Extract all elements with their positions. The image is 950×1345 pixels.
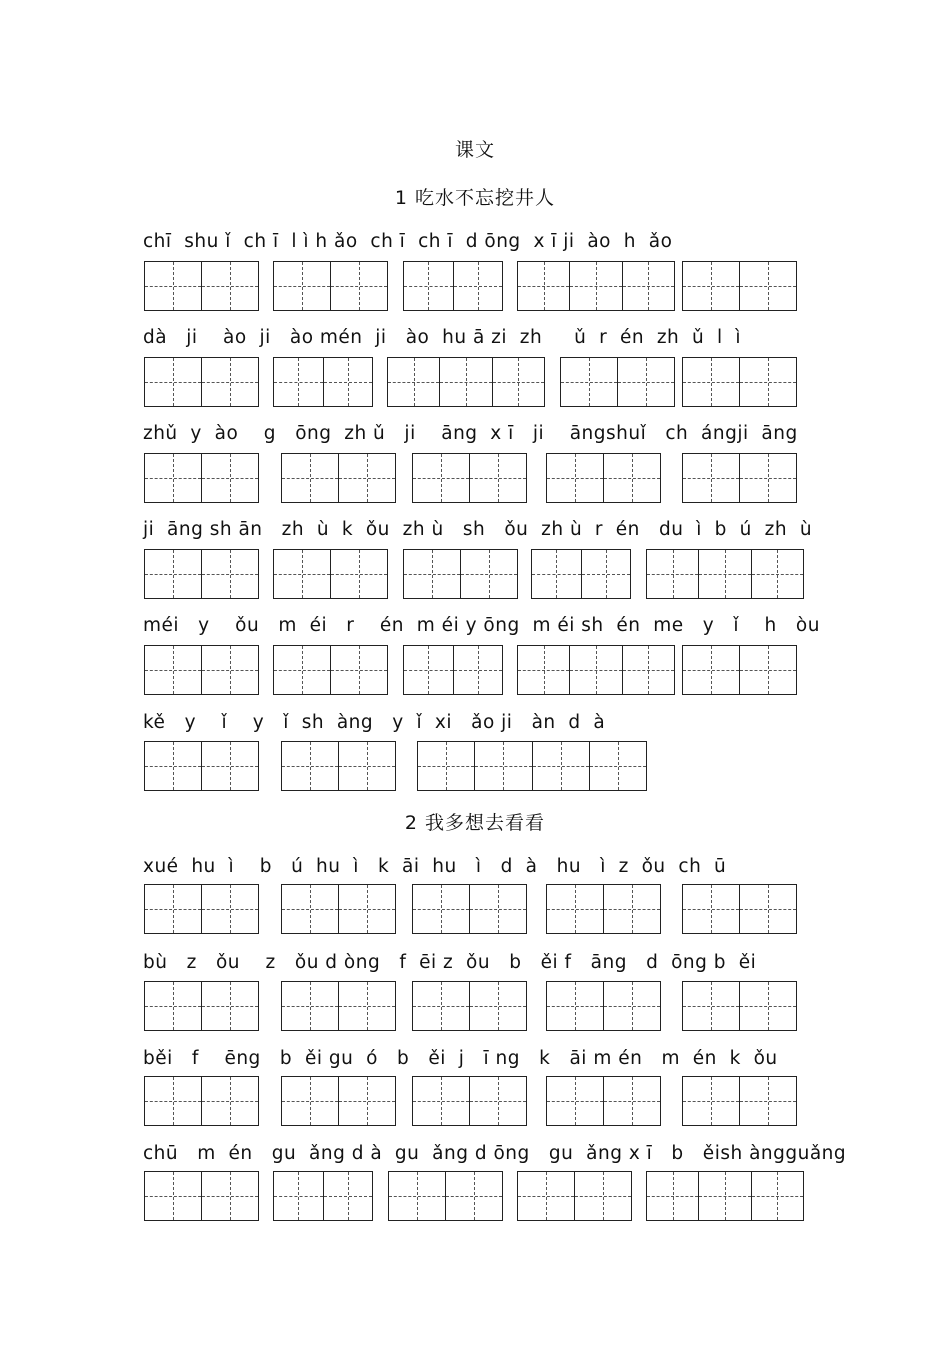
lesson-1-title: 1 吃水不忘挖井人 xyxy=(394,187,556,209)
char-box-row-8 xyxy=(0,981,950,1031)
pinyin-row-6: kě y ǐ y ǐ sh àng y ǐ xi ǎo ji àn d à xyxy=(143,712,606,733)
char-box-group xyxy=(144,1076,259,1126)
char-box-row-1 xyxy=(0,261,950,311)
char-box-group xyxy=(273,357,373,407)
pinyin-row-9: běi f ēng b ěi gu ó b ěi j ī ng k āi m én m én k ǒu xyxy=(143,1048,778,1069)
char-box-group xyxy=(546,884,661,934)
pinyin-row-8: bù z ǒu z ǒu d òng f ēi z ǒu b ěi f āng d ōng b ěi xyxy=(143,952,757,973)
char-box-row-7 xyxy=(0,884,950,934)
char-box-row-2 xyxy=(0,357,950,407)
pinyin-row-2: dà ji ào ji ào mén ji ào hu ā zi zh ǔ r én zh ǔ l ì xyxy=(143,327,742,348)
char-box-group xyxy=(546,1076,661,1126)
pinyin-row-3: zhǔ y ào g ōng zh ǔ ji āng x ī ji āngshuǐ ch ángji āng xyxy=(143,423,798,444)
char-box-row-4 xyxy=(0,549,950,599)
page-title: 课文 xyxy=(454,139,495,161)
char-box-group xyxy=(412,981,527,1031)
char-box-group xyxy=(682,645,797,695)
char-box-group xyxy=(144,357,259,407)
char-box-group xyxy=(144,549,259,599)
char-box-group xyxy=(517,645,675,695)
char-box-group xyxy=(412,884,527,934)
char-box-group xyxy=(682,453,797,503)
char-box-group xyxy=(273,1171,373,1221)
pinyin-row-5: méi y ǒu m éi r én m éi y ōng m éi sh én me y ǐ h òu xyxy=(143,615,820,636)
char-box-group xyxy=(403,645,503,695)
char-box-group xyxy=(144,884,259,934)
char-box-row-10 xyxy=(0,1171,950,1221)
char-box-group xyxy=(682,357,797,407)
pinyin-row-10: chū m én gu ǎng d à gu ǎng d ōng gu ǎng x ī b ěish àngguǎng xyxy=(143,1143,847,1164)
char-box-group xyxy=(646,549,804,599)
char-box-group xyxy=(144,645,259,695)
char-box-group xyxy=(144,741,259,791)
char-box-group xyxy=(546,981,661,1031)
char-box-group xyxy=(273,549,388,599)
char-box-row-3 xyxy=(0,453,950,503)
char-box-group xyxy=(682,981,797,1031)
char-box-group xyxy=(682,1076,797,1126)
char-box-group xyxy=(281,741,396,791)
char-box-row-6 xyxy=(0,741,950,791)
char-box-row-5 xyxy=(0,645,950,695)
char-box-group xyxy=(560,357,675,407)
char-box-group xyxy=(682,884,797,934)
char-box-group xyxy=(273,645,388,695)
char-box-group xyxy=(144,1171,259,1221)
char-box-group xyxy=(417,741,647,791)
char-box-group xyxy=(412,453,527,503)
char-box-group xyxy=(281,453,396,503)
char-box-group xyxy=(517,261,675,311)
char-box-group xyxy=(387,357,545,407)
char-box-group xyxy=(144,261,259,311)
char-box-group xyxy=(517,1171,632,1221)
char-box-group xyxy=(412,1076,527,1126)
pinyin-row-1: chī shu ǐ ch ī l ì h ǎo ch ī ch ī d ōng x ī ji ào h ǎo xyxy=(143,231,673,252)
char-box-row-9 xyxy=(0,1076,950,1126)
char-box-group xyxy=(646,1171,804,1221)
char-box-group xyxy=(403,261,503,311)
char-box-group xyxy=(682,261,797,311)
lesson-2-title: 2 我多想去看看 xyxy=(404,812,546,834)
pinyin-row-7: xué hu ì b ú hu ì k āi hu ì d à hu ì z ǒu ch ū xyxy=(143,856,727,877)
char-box-group xyxy=(144,453,259,503)
char-box-group xyxy=(531,549,631,599)
char-box-group xyxy=(546,453,661,503)
char-box-group xyxy=(281,981,396,1031)
char-box-group xyxy=(281,884,396,934)
char-box-group xyxy=(281,1076,396,1126)
char-box-group xyxy=(388,1171,503,1221)
char-box-group xyxy=(144,981,259,1031)
pinyin-row-4: ji āng sh ān zh ù k ǒu zh ù sh ǒu zh ù r én du ì b ú zh ù xyxy=(143,519,813,540)
char-box-group xyxy=(273,261,388,311)
char-box-group xyxy=(403,549,518,599)
